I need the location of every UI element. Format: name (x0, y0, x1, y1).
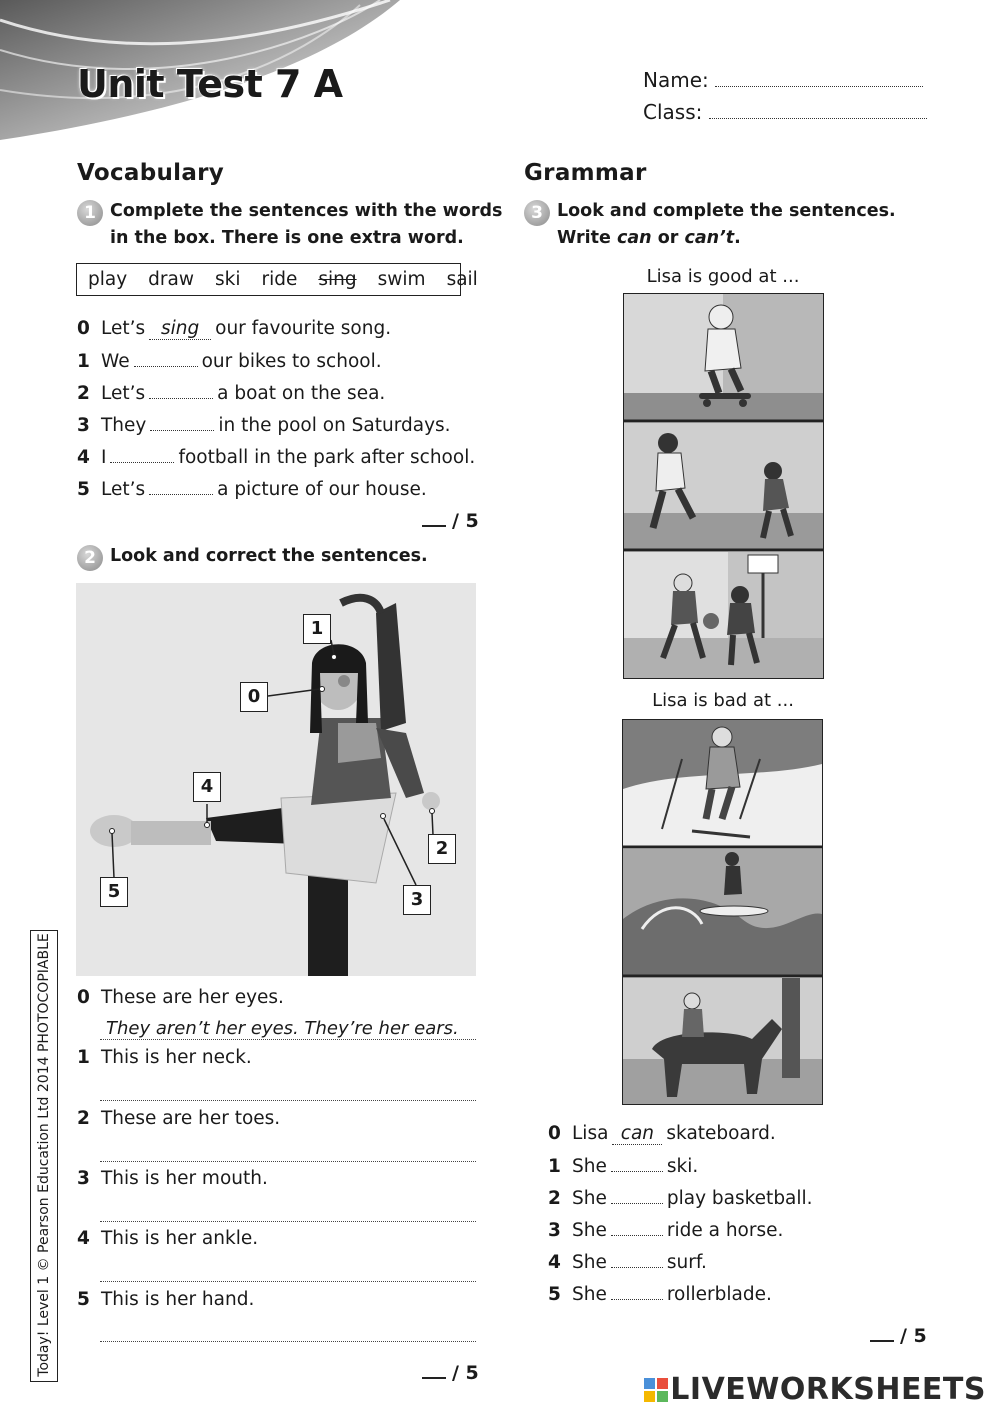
bad-at-illustrations (622, 719, 823, 1105)
answer-line[interactable] (100, 1220, 476, 1222)
score-blank[interactable] (422, 1377, 446, 1379)
sentence-text: This is her neck. (101, 1047, 252, 1068)
sentence-subject: She (572, 1188, 607, 1209)
basketball-panel (624, 552, 823, 678)
sentence-subject: Lisa (572, 1123, 609, 1144)
ex3-sentence (548, 1219, 783, 1241)
ex1-sentence (77, 350, 382, 372)
page-title: Unit Test 7 A (77, 62, 343, 106)
sentence-number: 2 (77, 383, 90, 404)
liveworksheets-logo[interactable] (644, 1372, 986, 1407)
exercise-1-number: 1 (77, 200, 103, 226)
exercise-3-instruction-line1: Look and complete the sentences. (557, 201, 896, 221)
sentence-number: 5 (548, 1284, 561, 1305)
sentence-end: skateboard. (666, 1123, 776, 1144)
brand-text: LIVEWORKSHEETS (670, 1372, 986, 1407)
vocabulary-heading: Vocabulary (77, 160, 225, 186)
answer-blank[interactable] (611, 1187, 663, 1204)
sentence-number: 3 (548, 1220, 561, 1241)
rollerblade-panel (624, 423, 823, 549)
class-label: Class: (643, 100, 703, 124)
sentence-start: They (101, 415, 147, 436)
exercise-1-instruction-line1: Complete the sentences with the words (110, 201, 503, 221)
sentence-number: 1 (548, 1156, 561, 1177)
answer-line[interactable] (100, 1160, 476, 1162)
sentence-number: 5 (77, 479, 90, 500)
instruction-write: Write (557, 228, 611, 248)
ex1-score (422, 510, 479, 532)
ex3-sentence (548, 1155, 698, 1177)
word-box-item: draw (148, 269, 194, 290)
horse-panel (623, 978, 822, 1104)
score-blank[interactable] (870, 1340, 894, 1342)
answer-blank[interactable] (611, 1155, 663, 1172)
ex1-sentence (77, 414, 451, 436)
copyright-text: Today! Level 1 © Pearson Education Ltd 2014 PHOTOCOPIABLE (36, 933, 52, 1377)
ex2-example-answer: They aren’t her eyes. They’re her ears. (106, 1018, 459, 1039)
exercise-3-instruction (557, 198, 896, 252)
sentence-number: 0 (548, 1123, 561, 1144)
word-box-item: sail (446, 269, 478, 290)
word-box-item: play (88, 269, 128, 290)
sentence-number: 2 (77, 1108, 90, 1129)
answer-blank[interactable] (611, 1283, 663, 1300)
answer-blank[interactable] (150, 414, 214, 431)
ex2-sentence (77, 987, 284, 1008)
grammar-heading: Grammar (524, 160, 647, 186)
liveworksheets-icon (644, 1378, 668, 1402)
sentence-number: 3 (77, 415, 90, 436)
ex2-sentence (77, 1108, 280, 1129)
sentence-end: ride a horse. (666, 1220, 784, 1241)
sentence-number: 2 (548, 1188, 561, 1209)
ex2-sentence (77, 1289, 254, 1310)
ex3-sentence (548, 1123, 776, 1145)
sentence-subject: She (572, 1252, 607, 1273)
sentence-subject: She (572, 1284, 607, 1305)
name-field-row (643, 68, 923, 92)
sentence-start: I (101, 447, 107, 468)
class-input-line[interactable] (709, 118, 927, 119)
photo-label-4: 4 (193, 772, 221, 802)
sentence-text: This is her ankle. (101, 1228, 259, 1249)
ex1-sentence (77, 478, 427, 500)
caption-good-at: Lisa is good at ... (646, 266, 800, 287)
score-total: / 5 (452, 510, 479, 532)
answer-blank[interactable] (149, 478, 213, 495)
sentence-number: 0 (77, 987, 90, 1008)
answer-blank[interactable] (611, 1251, 663, 1268)
ex1-sentence (77, 382, 385, 404)
word-box-item-crossed: sing (318, 269, 357, 290)
example-answer: sing (149, 318, 211, 340)
sentence-end: play basketball. (666, 1188, 813, 1209)
sentence-number: 1 (77, 351, 90, 372)
sentence-end: our favourite song. (215, 318, 392, 339)
sentence-subject: She (572, 1156, 607, 1177)
ex2-sentence (77, 1047, 252, 1068)
word-box-item: ski (215, 269, 241, 290)
sentence-number: 5 (77, 1289, 90, 1310)
answer-line[interactable] (100, 1280, 476, 1282)
ex1-sentence (77, 446, 475, 468)
surf-panel (623, 849, 822, 975)
photo-label-0: 0 (240, 682, 268, 712)
answer-blank[interactable] (134, 350, 198, 367)
sentence-number: 3 (77, 1168, 90, 1189)
sentence-subject: She (572, 1220, 607, 1241)
word-box-item: swim (377, 269, 426, 290)
exercise-3-number: 3 (524, 200, 550, 226)
exercise-3-instruction-line2: Write can or can’t. (557, 228, 741, 248)
copyright-sidebar (30, 930, 58, 1382)
photo-label-1: 1 (303, 614, 331, 644)
exercise-2-number: 2 (77, 545, 103, 571)
sentence-text: This is her mouth. (101, 1168, 268, 1189)
exercise-1-instruction (110, 198, 502, 252)
photo-label-2: 2 (428, 834, 456, 864)
good-at-illustrations (623, 293, 824, 679)
sentence-end: a boat on the sea. (217, 383, 386, 404)
answer-line[interactable] (100, 1340, 476, 1342)
sentence-end: rollerblade. (666, 1284, 772, 1305)
answer-blank[interactable] (110, 446, 174, 463)
sentence-text: This is her hand. (101, 1289, 255, 1310)
instruction-cant: can’t (684, 228, 735, 248)
photo-label-3: 3 (403, 885, 431, 915)
sentence-number: 4 (548, 1252, 561, 1273)
score-total: / 5 (900, 1325, 927, 1347)
sentence-end: a picture of our house. (217, 479, 427, 500)
ski-panel (623, 720, 822, 846)
sentence-number: 4 (77, 1228, 90, 1249)
answer-line[interactable] (100, 1099, 476, 1101)
exercise-1-instruction-line2: in the box. There is one extra word. (110, 228, 464, 248)
sentence-end: football in the park after school. (178, 447, 476, 468)
sentence-text: These are her toes. (101, 1108, 281, 1129)
ex3-score (870, 1325, 927, 1347)
sentence-start: Let’s (101, 479, 146, 500)
ex2-sentence (77, 1228, 258, 1249)
sentence-text: These are her eyes. (101, 987, 284, 1008)
ex3-sentence (548, 1283, 772, 1305)
photo-label-5: 5 (100, 877, 128, 907)
score-blank[interactable] (422, 525, 446, 527)
score-total: / 5 (452, 1362, 479, 1384)
sentence-number: 1 (77, 1047, 90, 1068)
sentence-number: 0 (77, 318, 90, 339)
answer-blank[interactable] (149, 382, 213, 399)
name-input-line[interactable] (715, 86, 923, 87)
sentence-end: our bikes to school. (201, 351, 382, 372)
ex2-score (422, 1362, 479, 1384)
sentence-end: surf. (666, 1252, 707, 1273)
answer-blank[interactable] (611, 1219, 663, 1236)
sentence-start: We (101, 351, 130, 372)
word-box-item: ride (261, 269, 298, 290)
instruction-or: or (657, 228, 679, 248)
caption-bad-at: Lisa is bad at ... (652, 690, 794, 711)
ex2-sentence (77, 1168, 268, 1189)
exercise-2-instruction: Look and correct the sentences. (110, 546, 428, 566)
sentence-start: Let’s (101, 318, 146, 339)
example-answer: can (612, 1123, 662, 1145)
instruction-can: can (616, 228, 652, 248)
word-box (76, 263, 478, 296)
name-label: Name: (643, 68, 709, 92)
ex3-sentence (548, 1187, 813, 1209)
sentence-number: 4 (77, 447, 90, 468)
sentence-end: ski. (666, 1156, 699, 1177)
girl-photo (76, 583, 476, 976)
answer-line[interactable] (100, 1038, 476, 1040)
sentence-end: in the pool on Saturdays. (218, 415, 451, 436)
ex1-sentence (77, 318, 391, 340)
class-field-row (643, 100, 927, 124)
ex3-sentence (548, 1251, 707, 1273)
skateboard-panel (624, 294, 823, 420)
sentence-start: Let’s (101, 383, 146, 404)
